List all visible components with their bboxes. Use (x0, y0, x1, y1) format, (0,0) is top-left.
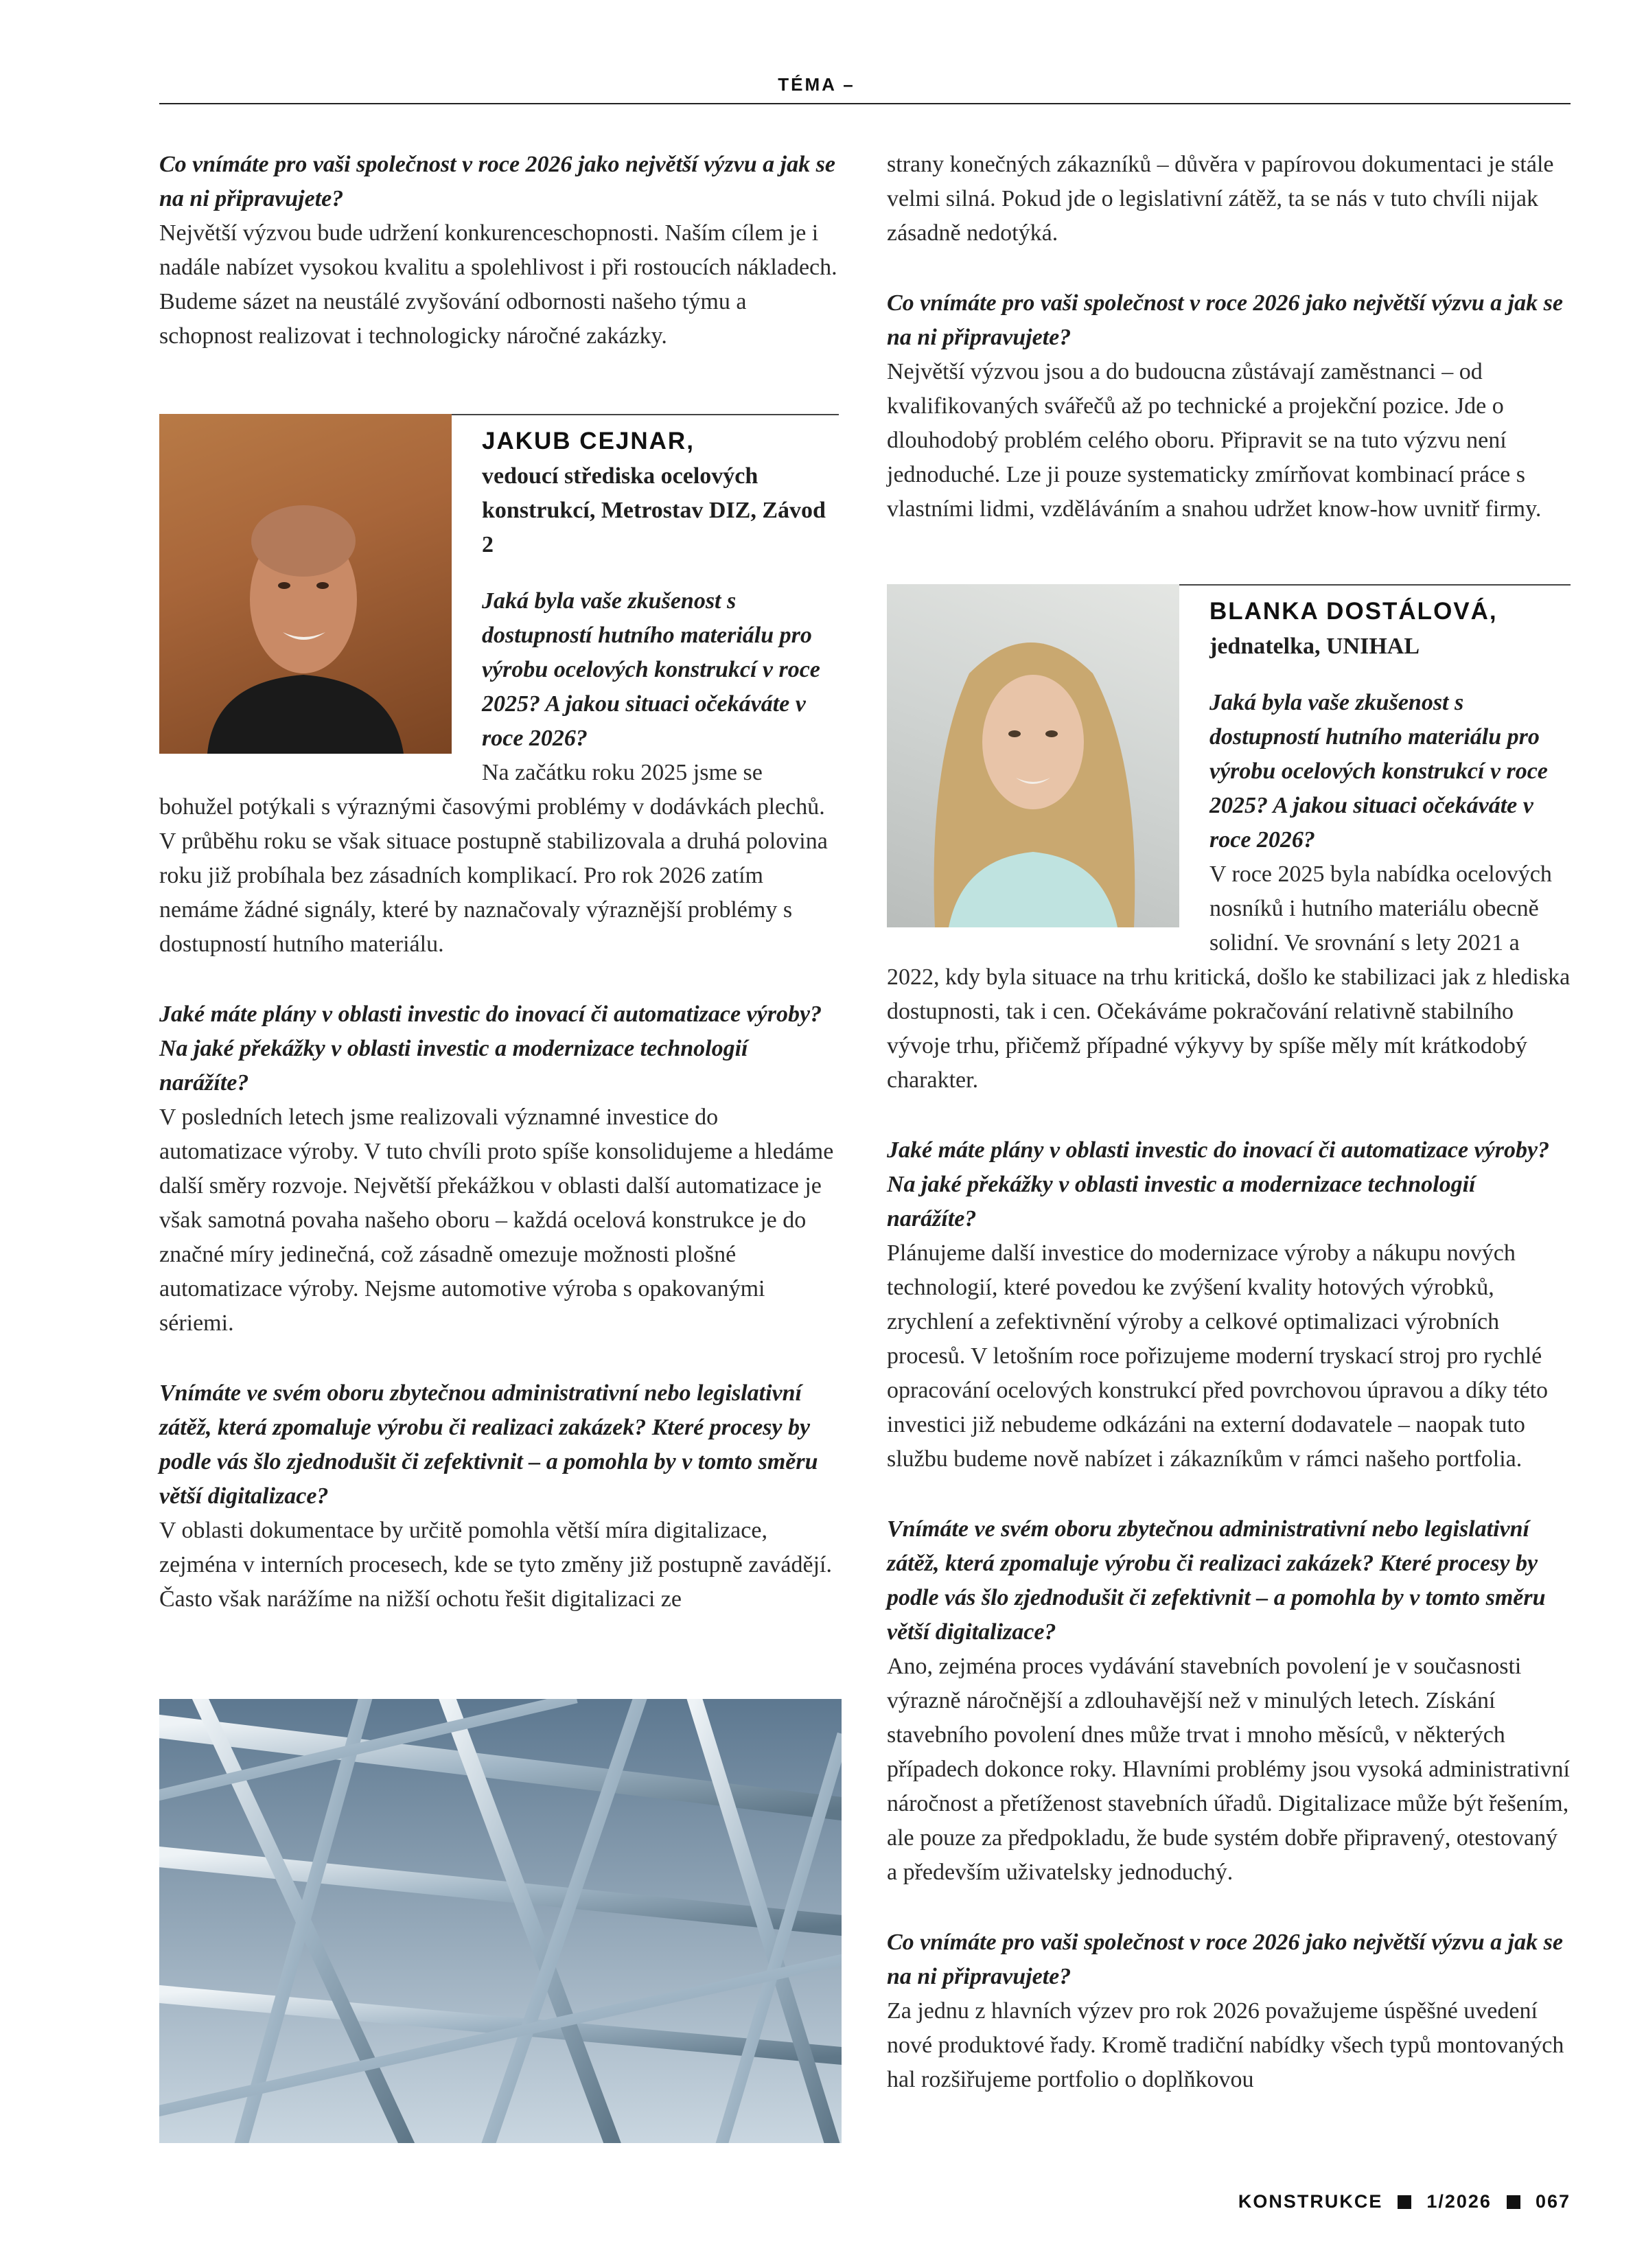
question: Jaké máte plány v oblasti investic do inovací či automatizace výroby? Na jaké překážky v oblasti investic a modernizace technologií narážíte? (887, 1137, 1550, 1231)
profile-blanka-dostalova (887, 584, 1571, 1098)
answer: Za jednu z hlavních výzev pro rok 2026 považujeme úspěšné uvedení nové produktové řady. Kromě tradiční nabídky všech typů montovaných hal rozšiřujeme portfolio o doplňkovou (887, 1998, 1564, 2092)
steel-truss-image (159, 1699, 842, 2143)
square-separator-icon (1398, 2195, 1411, 2209)
question: Vnímáte ve svém oboru zbytečnou administrativní nebo legislativní zátěž, která zpomaluje výrobu či realizaci zakázek? Které procesy by podle vás šlo zjednodušit či zefektivnit – a pomohla by v tomto směru větší digitalizace? (887, 1516, 1546, 1645)
question: Co vnímáte pro vaši společnost v roce 2026 jako největší výzvu a jak se na ni připravujete? (887, 1930, 1563, 1989)
right-column (887, 148, 1571, 2097)
person-name: BLANKA DOSTÁLOVÁ, (1209, 598, 1498, 625)
answer-continued: strany konečných zákazníků – důvěra v papírovou dokumentaci je stále velmi silná. Pokud jde o legislativní zátěž, ta se nás v tuto chvíli nijak zásadně nedotýká. (887, 152, 1554, 246)
portrait-photo (159, 414, 452, 754)
person-name: JAKUB CEJNAR, (482, 428, 695, 454)
question: Jaké máte plány v oblasti investic do inovací či automatizace výroby? Na jaké překážky v oblasti investic a modernizace technologií narážíte? (159, 1002, 822, 1096)
page-footer (1238, 2191, 1571, 2212)
person-role: vedoucí střediska ocelových konstrukcí, Metrostav DIZ, Závod 2 (482, 463, 826, 557)
question: Jaká byla vaše zkušenost s dostupností hutního materiálu pro výrobu ocelových konstrukcí v roce 2025? A jakou situaci očekáváte v roce 2026? (482, 588, 820, 751)
answer: V oblasti dokumentace by určitě pomohla větší míra digitalizace, zejména v interních procesech, kde se tyto změny již postupně zavádějí. Často však narážíme na nižší ochotu řešit digitalizaci ze (159, 1518, 832, 1612)
person-role: jednatelka, UNIHAL (1209, 634, 1420, 659)
question: Vnímáte ve svém oboru zbytečnou administrativní nebo legislativní zátěž, která zpomaluje výrobu či realizaci zakázek? Které procesy by podle vás šlo zjednodušit či zefektivnit – a pomohla by v tomto směru větší digitalizace? (159, 1380, 818, 1509)
profile-jakub-cejnar (159, 414, 839, 962)
answer: Plánujeme další investice do modernizace výroby a nákupu nových technologií, které povedou ke zvýšení kvality hotových výrobků, zrychlení a zefektivnění výroby a celkové optimalizaci výrobních procesů. V letošním roce pořizujeme moderní tryskací stroj pro rychlé opracování ocelových konstrukcí před povrchovou úpravou a díky této investici již nebudeme odkázáni na externí dodavatele – naopak tuto službu budeme nově nabízet i zákazníkům v rámci našeho portfolia. (887, 1240, 1549, 1472)
page-number: 067 (1535, 2191, 1571, 2212)
section-label: TÉMA – (778, 74, 855, 95)
left-column (159, 148, 839, 1617)
square-separator-icon (1507, 2195, 1520, 2209)
issue-number: 1/2026 (1426, 2191, 1492, 2212)
answer: V posledních letech jsme realizovali významné investice do automatizace výroby. V tuto chvíli proto spíše konsolidujeme a hledáme další směry rozvoje. Největší překážkou v oblasti další automatizace je však samotná povaha našeho oboru – každá ocelová konstrukce je do značné míry jedinečná, což zásadně omezuje možnosti plošné automatizace výroby. Nejsme automotive výroba s opakovanými sériemi. (159, 1104, 834, 1336)
question: Co vnímáte pro vaši společnost v roce 2026 jako největší výzvu a jak se na ni připravujete? (887, 290, 1563, 350)
question: Co vnímáte pro vaši společnost v roce 2026 jako největší výzvu a jak se na ni připravujete? (159, 152, 835, 211)
header-rule (159, 103, 1571, 104)
question: Jaká byla vaše zkušenost s dostupností hutního materiálu pro výrobu ocelových konstrukcí v roce 2025? A jakou situaci očekáváte v roce 2026? (1209, 690, 1548, 853)
magazine-name: KONSTRUKCE (1238, 2191, 1383, 2212)
answer: Na začátku roku 2025 jsme se bohužel potýkali s výraznými časovými problémy v dodávkách plechů. V průběhu roku se však situace postupně stabilizovala a druhá polovina roku již probíhala bez zásadních komplikací. Pro rok 2026 zatím nemáme žádné signály, které by naznačovaly výraznější problémy s dostupností hutního materiálu. (159, 760, 828, 957)
portrait-photo (887, 584, 1179, 927)
answer: Největší výzvou jsou a do budoucna zůstávají zaměstnanci – od kvalifikovaných svářečů až po technické a projekční pozice. Jde o dlouhodobý problém celého oboru. Připravit se na tuto výzvu není jednoduché. Lze ji pouze systematicky zmírňovat kombinací práce s vlastními lidmi, vzděláváním a snahou udržet know-how uvnitř firmy. (887, 359, 1542, 522)
answer: V roce 2025 byla nabídka ocelových nosníků i hutního materiálu obecně solidní. Ve srovnání s lety 2021 a 2022, kdy byla situace na trhu kritická, došlo ke stabilizaci jak z hlediska dostupnosti, tak i cen. Očekáváme pokračování relativně stabilního vývoje trhu, přičemž případné výkyvy by spíše měly mít krátkodobý charakter. (887, 861, 1571, 1093)
answer: Ano, zejména proces vydávání stavebních povolení je v současnosti výrazně náročnější a zdlouhavější než v minulých letech. Získání stavebního povolení dnes může trvat i mnoho měsíců, v některých případech dokonce roky. Hlavními problémy jsou vysoká administrativní náročnost a přetíženost stavebních úřadů. Digitalizace může být řešením, ale pouze za předpokladu, že bude systém dobře připravený, otestovaný a především uživatelsky jednoduchý. (887, 1654, 1570, 1885)
answer: Největší výzvou bude udržení konkurenceschopnosti. Naším cílem je i nadále nabízet vysokou kvalitu a spolehlivost i při rostoucích nákladech. Budeme sázet na neustálé zvyšování odbornosti našeho týmu a schopnost realizovat i technologicky náročné zakázky. (159, 220, 837, 349)
